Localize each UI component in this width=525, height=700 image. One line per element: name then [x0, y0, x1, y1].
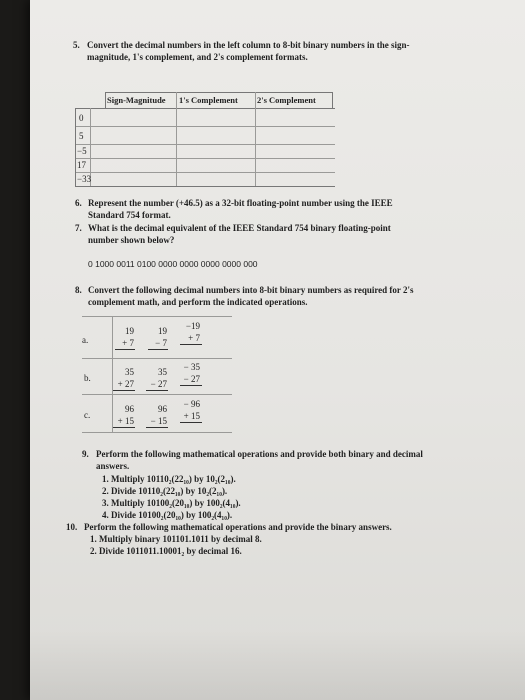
row-label: b. — [84, 373, 91, 383]
q8-line1: Convert the following decimal numbers into 8-bit binary numbers as required for 2's — [88, 285, 414, 295]
q9-number: 9. — [82, 449, 89, 459]
q9-line1: Perform the following mathematical operations and provide both binary and decimal — [96, 449, 423, 459]
q7-number: 7. — [75, 223, 82, 233]
operand: − 27 — [183, 374, 200, 384]
q10-item: 2. Divide 1011011.10001₂ by decimal 16. — [90, 546, 242, 556]
q8-line2: complement math, and perform the indicated operations. — [88, 297, 308, 307]
operand: 35 — [158, 367, 167, 377]
operand: 96 — [158, 404, 167, 414]
operand: + 15 — [183, 411, 200, 421]
q10-item: 1. Multiply binary 101101.1011 by decimal 8. — [90, 534, 262, 544]
worksheet-page — [30, 0, 525, 700]
operand: − 35 — [183, 362, 200, 372]
q5-row-value: 5 — [79, 131, 84, 141]
q9-line2: answers. — [96, 461, 130, 471]
q7-line2: number shown below? — [88, 235, 175, 245]
q9-item: 3. Multiply 10100₂(20₁₀) by 100₂(4₁₀). — [102, 498, 241, 508]
operand: + 7 — [188, 333, 200, 343]
q9-item: 1. Multiply 10110₂(22₁₀) by 10₂(2₁₀). — [102, 474, 236, 484]
operand: − 7 — [155, 338, 167, 348]
q5-number: 5. — [73, 40, 80, 50]
operand: 19 — [158, 326, 167, 336]
q9-item: 2. Divide 10110₂(22₁₀) by 10₂(2₁₀). — [102, 486, 228, 496]
q9-item: 4. Divide 10100₂(20₁₀) by 100₂(4₁₀). — [102, 510, 233, 520]
operand: − 96 — [183, 399, 200, 409]
q5-row-value: −5 — [77, 146, 87, 156]
q10-number: 10. — [66, 522, 78, 532]
q5-row-value: −33 — [77, 174, 92, 184]
q10-line1: Perform the following mathematical operations and provide the binary answers. — [84, 522, 392, 532]
operand: + 15 — [117, 416, 134, 426]
operand: − 27 — [150, 379, 167, 389]
operand: − 15 — [150, 416, 167, 426]
operand: + 7 — [122, 338, 134, 348]
header-sign-magnitude: Sign-Magnitude — [107, 95, 166, 105]
operand: 35 — [125, 367, 134, 377]
q7-line1: What is the decimal equivalent of the IEEE Standard 754 binary floating-point — [88, 223, 391, 233]
row-label: c. — [84, 410, 91, 420]
header-ones-complement: 1's Complement — [179, 95, 238, 105]
q5-row-value: 17 — [77, 160, 86, 170]
header-twos-complement: 2's Complement — [257, 95, 316, 105]
row-label: a. — [82, 335, 89, 345]
q6-line2: Standard 754 format. — [88, 210, 171, 220]
operand: 19 — [125, 326, 134, 336]
q6-number: 6. — [75, 198, 82, 208]
q8-number: 8. — [75, 285, 82, 295]
q5-row-value: 0 — [79, 113, 84, 123]
q5-line1: Convert the decimal numbers in the left column to 8-bit binary numbers in the sign- — [87, 40, 410, 50]
operand: 96 — [125, 404, 134, 414]
q5-line2: magnitude, 1's complement, and 2's complement formats. — [87, 52, 308, 62]
operand: −19 — [185, 321, 200, 331]
q7-binary-number: 0 1000 0011 0100 0000 0000 0000 0000 000 — [88, 259, 258, 269]
operand: + 27 — [117, 379, 134, 389]
q6-line1: Represent the number (+46.5) as a 32-bit floating-point number using the IEEE — [88, 198, 393, 208]
